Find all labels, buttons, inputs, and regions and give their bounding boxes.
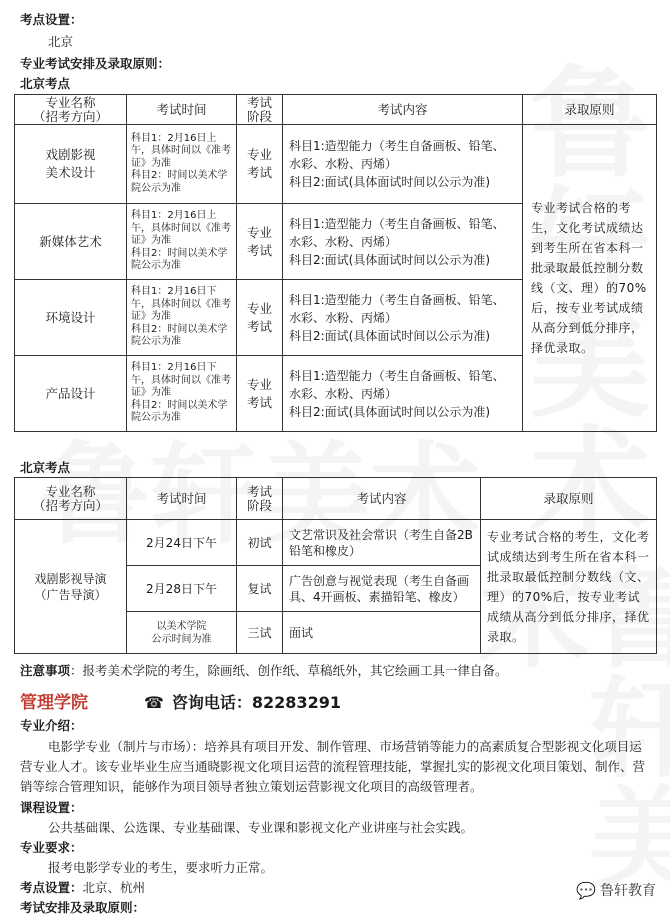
exam-time: 以美术学院 公示时间为准 <box>127 612 237 654</box>
site-label: 考点设置： <box>20 880 83 895</box>
notice-label: 注意事项 <box>20 663 71 678</box>
course-label: 课程设置： <box>20 800 83 815</box>
exam-content: 面试 <box>283 612 481 654</box>
exam-time: 科目1：2月16日下午，具体时间以《准考证》为准 科目2：时间以美术学院公示为准 <box>127 356 237 432</box>
major-name: 戏剧影视 美术设计 <box>15 125 127 204</box>
exam-time: 2月24日下午 <box>127 520 237 566</box>
major-name: 产品设计 <box>15 356 127 432</box>
exam-content: 文艺常识及社会常识（考生自备2B铅笔和橡皮） <box>283 520 481 566</box>
header-stage: 考试 阶段 <box>237 478 283 520</box>
exam-stage: 专业 考试 <box>237 204 283 280</box>
header-major: 专业名称 （招考方向） <box>15 478 127 520</box>
exam-site-label: 考点设置： <box>20 12 83 27</box>
exam-time: 科目1：2月16日上午，具体时间以《准考证》为准 科目2：时间以美术学院公示为准 <box>127 125 237 204</box>
site-line <box>20 880 145 896</box>
exam-time: 2月28日下午 <box>127 566 237 612</box>
exam-stage: 初试 <box>237 520 283 566</box>
major-name: 新媒体艺术 <box>15 204 127 280</box>
course-text: 公共基础课、公选课、专业基础课、专业课和影视文化产业讲座与社会实践。 <box>48 820 474 835</box>
exam-content: 广告创意与视觉表现（考生自备画具、4开画板、素描铅笔、橡皮） <box>283 566 481 612</box>
header-stage: 考试 阶段 <box>237 95 283 125</box>
header-content: 考试内容 <box>283 478 481 520</box>
exam-stage: 复试 <box>237 566 283 612</box>
exam-time: 科目1：2月16日下午，具体时间以《准考证》为准 科目2：时间以美术学院公示为准 <box>127 280 237 356</box>
exam-content: 科目1:造型能力（考生自备画板、铅笔、水彩、水粉、丙烯） 科目2:面试(具体面试时间以公示为准) <box>283 125 523 204</box>
table2-site: 北京考点 <box>20 460 71 475</box>
telephone-icon: ☎ <box>143 693 164 712</box>
exam-content: 科目1:造型能力（考生自备画板、铅笔、水彩、水粉、丙烯） 科目2:面试(具体面试时间以公示为准) <box>283 356 523 432</box>
major-name: 戏剧影视导演 （广告导演） <box>15 520 127 654</box>
header-principle: 录取原则 <box>523 95 657 125</box>
phone-number[interactable]: 82283291 <box>251 693 341 712</box>
arrangement-title: 专业考试安排及录取原则： <box>20 56 171 71</box>
table-row <box>15 520 657 566</box>
exam-table-2 <box>14 477 657 654</box>
exam-content: 科目1:造型能力（考生自备画板、铅笔、水彩、水粉、丙烯） 科目2:面试(具体面试时间以公示为准) <box>283 280 523 356</box>
notice-text: ：报考美术学院的考生，除画纸、创作纸、草稿纸外，其它绘画工具一律自备。 <box>70 663 508 678</box>
admission-principle: 专业考试合格的考生，文化考试成绩达到考生所在省本科一批录取最低控制分数线（文、理）的70%后，按专业考试成绩从高分到低分排序，择优录取。 <box>481 520 657 654</box>
exam-stage: 三试 <box>237 612 283 654</box>
college-name: 管理学院 <box>20 693 88 713</box>
major-name: 环境设计 <box>15 280 127 356</box>
phone-label: 咨询电话： <box>171 693 252 712</box>
header-time: 考试时间 <box>127 478 237 520</box>
wechat-icon: 💬 <box>576 880 596 900</box>
intro-text: 电影学专业（制片与市场）：培养具有项目开发、制作管理、市场营销等能力的高素质复合型影视文化项目运营专业人才。该专业毕业生应当通晓影视文化项目运营的流程管理技能，掌握扎实的影视文化项目策划、制作、营销等综合管理知识，能够作为项目领导者独立策划运营影视文化项目的高级管理者。 <box>20 739 646 794</box>
exam-table-1 <box>14 94 657 432</box>
exam-stage: 专业 考试 <box>237 125 283 204</box>
notice <box>20 663 508 679</box>
requirement-text: 报考电影学专业的考生，要求听力正常。 <box>48 860 274 875</box>
header-content: 考试内容 <box>283 95 523 125</box>
college-header <box>20 692 341 715</box>
arrangement-label: 考试安排及录取原则： <box>20 900 146 915</box>
exam-stage: 专业 考试 <box>237 280 283 356</box>
requirement-label: 专业要求： <box>20 840 83 855</box>
exam-time: 科目1：2月16日上午，具体时间以《准考证》为准 科目2：时间以美术学院公示为准 <box>127 204 237 280</box>
exam-stage: 专业 考试 <box>237 356 283 432</box>
exam-content: 科目1:造型能力（考生自备画板、铅笔、水彩、水粉、丙烯） 科目2:面试(具体面试时间以公示为准) <box>283 204 523 280</box>
exam-site-value: 北京 <box>48 34 74 49</box>
site-value: 北京、杭州 <box>82 880 146 895</box>
header-major: 专业名称 （招考方向） <box>15 95 127 125</box>
header-time: 考试时间 <box>127 95 237 125</box>
table1-site: 北京考点 <box>20 76 71 91</box>
header-principle: 录取原则 <box>481 478 657 520</box>
logo-text: 鲁轩教育 <box>600 883 656 899</box>
table-row <box>15 125 657 204</box>
intro-label: 专业介绍： <box>20 718 83 733</box>
brand-logo <box>576 880 656 900</box>
admission-principle: 专业考试合格的考生，文化考试成绩达到考生所在省本科一批录取最低控制分数线（文、理）的70%后，按专业考试成绩从高分到低分排序，择优录取。 <box>523 125 657 432</box>
